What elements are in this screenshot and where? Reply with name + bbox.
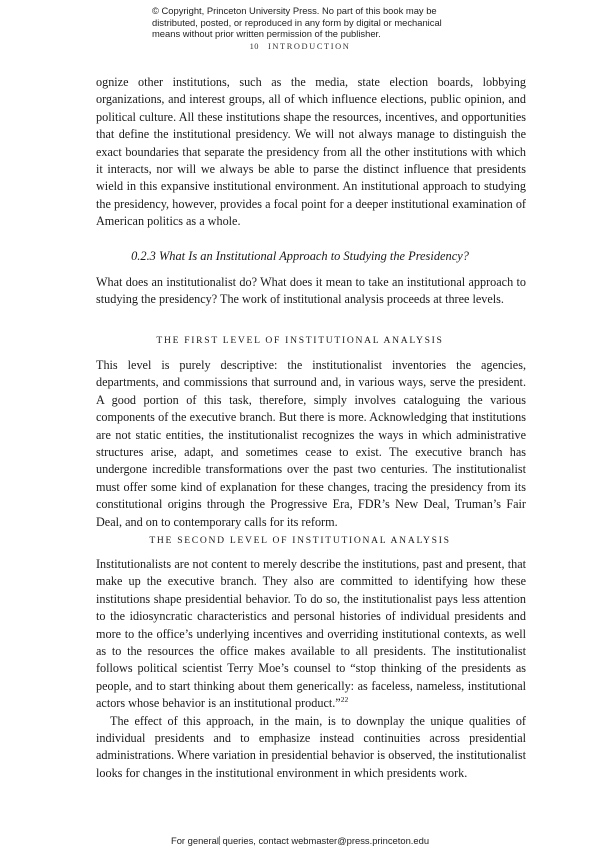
paragraph-2-block <box>96 274 526 309</box>
paragraph-3-block <box>96 357 526 531</box>
paragraph-4-block <box>96 556 526 782</box>
page-number: 10 <box>249 42 259 51</box>
paragraph-1-block <box>96 74 526 231</box>
running-head <box>0 42 600 51</box>
paragraph-4 <box>96 556 526 713</box>
section-heading: 0.2.3 What Is an Institutional Approach to Studying the Presidency? <box>131 249 469 263</box>
paragraph-3: This level is purely descriptive: the institutionalist inventories the agencies, departments, and commissions that surround and, in various ways, serve the president. A good portion of this task, therefore, simply involves cataloguing the various components of the executive branch. But there is more. Acknowledging that institutions are not static entities, the institutionalist recognizes the ways in which administrative structures arise, adapt, and sometimes cease to exist. The executive branch has undergone incredible transformations over the past two centuries. The institutionalist must offer some kind of explanation for these changes, tracing the presidency from its constitutional origins through the Progressive Era, FDR’s New Deal, Truman’s Fair Deal, and on to contemporary calls for its reform. <box>96 358 526 529</box>
paragraph-5: The effect of this approach, in the main, is to downplay the unique qualities of individual presidents and to emphasize instead continuities across presidential administrations. Where variation in presidential behavior is observed, the institutionalist looks for changes in the institutional environment in which presidents work. <box>96 713 526 780</box>
footer-left-text: For general <box>170 835 219 846</box>
footnote-marker[interactable]: 22 <box>340 695 349 705</box>
page-footer <box>0 835 600 846</box>
footer-separator <box>219 836 220 845</box>
heading-second-level: THE SECOND LEVEL OF INSTITUTIONAL ANALYSIS <box>149 535 451 546</box>
copyright-notice: © Copyright, Princeton University Press. No part of this book may be distributed, posted, or reproduced in any form by digital or mechanical means without prior written permission of the publisher. <box>152 5 442 40</box>
running-title: INTRODUCTION <box>267 42 351 51</box>
paragraph-2: What does an institutionalist do? What does it mean to take an institutional approach to studying the presidency? The work of institutional analysis proceeds at three levels. <box>96 275 526 307</box>
heading-first-level: THE FIRST LEVEL OF INSTITUTIONAL ANALYSIS <box>156 335 444 346</box>
paragraph-4-text: Institutionalists are not content to merely describe the institutions, past and present, that make up the executive branch. They also are committed to identifying how these institutions shape presidential behavior. To do so, the institutionalist pays less attention to the idiosyncratic characteristics and personal histories of individual presidents and more to the office’s underlying incentives and overriding institutional contexts, as well as to the resources the office makes available to all presidents. The institutionalist follows political scientist Terry Moe’s counsel to “stop thinking of the presidents as people, and to start thinking about them generically: as faceless, nameless, institutional actors whose behavior is an institutional product.” <box>96 557 526 711</box>
paragraph-1: ognize other institutions, such as the media, state election boards, lobbying organizations, and interest groups, all of which influence elections, public opinion, and political culture. All these institutions shape the resources, incentives, and opportunities that define the institutional presidency. We will not always manage to distinguish the exact boundaries that separate the presidency from all the other institutions with which it interacts, nor will we always be able to parse the distinct influence that presidents wield in this expansive institutional environment. An institutional approach to studying the presidency, however, provides a focal point for a deeper institutional examination of American politics as a whole. <box>96 75 526 229</box>
footer-right-text: queries, contact webmaster@press.princeton.edu <box>222 835 430 846</box>
